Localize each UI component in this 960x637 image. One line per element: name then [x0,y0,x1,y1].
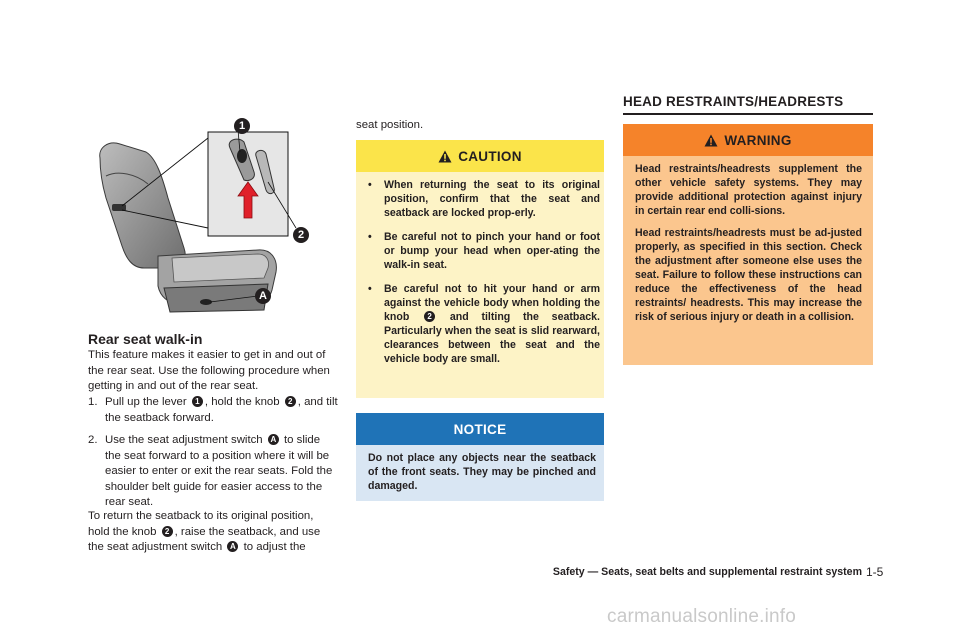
notice-box [356,413,604,501]
figure-label-2: 2 [293,227,309,243]
intro-paragraph: This feature makes it easier to get in and out of the rear seat. Use the following procedure when getting in and out of the rear seat. [88,349,330,393]
warning-paragraph: Head restraints/headrests must be ad-justed properly, as specified in this section. Check the adjustment after someone else uses the seat. Failure to follow these instructions can reduce the effectiveness of the head restraints/ headrests. This may increase the risk of serious injury or death in a collision. [635,227,862,323]
caution-title: CAUTION [458,149,522,164]
marker-a: A [268,434,279,445]
warning-text [635,162,862,332]
return-paragraph [88,509,338,556]
paragraph-text: To return the seatback to its original position, hold the knob [88,510,314,538]
caution-list [368,178,600,376]
step-number: 1. [88,396,98,408]
continued-text: seat position. [356,119,424,131]
warning-title: WARNING [724,133,792,148]
bullet-dot: • [368,179,372,191]
list-item-text: When returning the seat to its original position, confirm that the seat and seatback are locked prop-erly. [384,179,600,219]
list-item [368,178,600,220]
marker-a: A [227,541,238,552]
step-text: to slide the seat forward to a position where it will be easier to enter or exit the rear seats. Fold the shoulder belt guide for easier access to the rear seat. [105,434,333,509]
seat-illustration [88,118,336,314]
step-number: 2. [88,434,98,446]
watermark: carmanualsonline.info [607,606,797,627]
step-text: Pull up the lever [105,396,187,408]
list-item [368,282,600,366]
warning-triangle-icon [704,134,718,147]
marker-2: 2 [285,396,296,407]
marker-2: 2 [424,311,435,322]
bullet-dot: • [368,231,372,243]
warning-triangle-icon [438,150,452,163]
step-2 [88,433,338,511]
list-item-text: Be careful not to hit your hand or arm against the vehicle body when holding the knob [384,283,600,323]
head-restraints-heading: HEAD RESTRAINTS/HEADRESTS [623,94,844,109]
step-text: Use the seat adjustment switch [105,434,263,446]
marker-2: 2 [162,526,173,537]
step-1 [88,395,338,426]
paragraph-text: , raise the seatback, and use the seat adjustment switch [88,525,321,554]
figure-label-a: A [255,288,271,304]
notice-title: NOTICE [453,422,507,437]
step-text: , hold the knob [204,396,280,408]
section-heading: Rear seat walk-in [88,331,203,347]
page-footer: Safety — Seats, seat belts and supplemental restraint system [552,566,862,578]
bullet-dot: • [368,283,372,295]
warning-box [623,124,873,365]
heading-divider [623,113,873,115]
figure-label-1: 1 [234,118,250,134]
seat-drawing [88,118,336,314]
caution-title-row [356,149,604,164]
page-number: 1-5 [866,565,884,579]
warning-title-row [623,133,873,148]
list-item-text: Be careful not to pinch your hand or foot or bump your head when oper-ating the walk-in seat. [384,231,600,271]
warning-paragraph: Head restraints/headrests supplement the other vehicle safety systems. They may provide additional protection against injury in certain rear end colli-sions. [635,163,862,217]
list-item [368,230,600,272]
notice-text: Do not place any objects near the seatback of the front seats. They may be pinched and damaged. [368,452,596,492]
caution-box [356,140,604,398]
marker-1: 1 [192,396,203,407]
step-text: , and tilt the seatback forward. [105,396,338,424]
paragraph-text: to adjust the [243,541,306,554]
list-item-text: and tilting the seatback. Particularly when the seat is slid rearward, clearances between the seat and the vehicle body are small. [384,311,600,365]
